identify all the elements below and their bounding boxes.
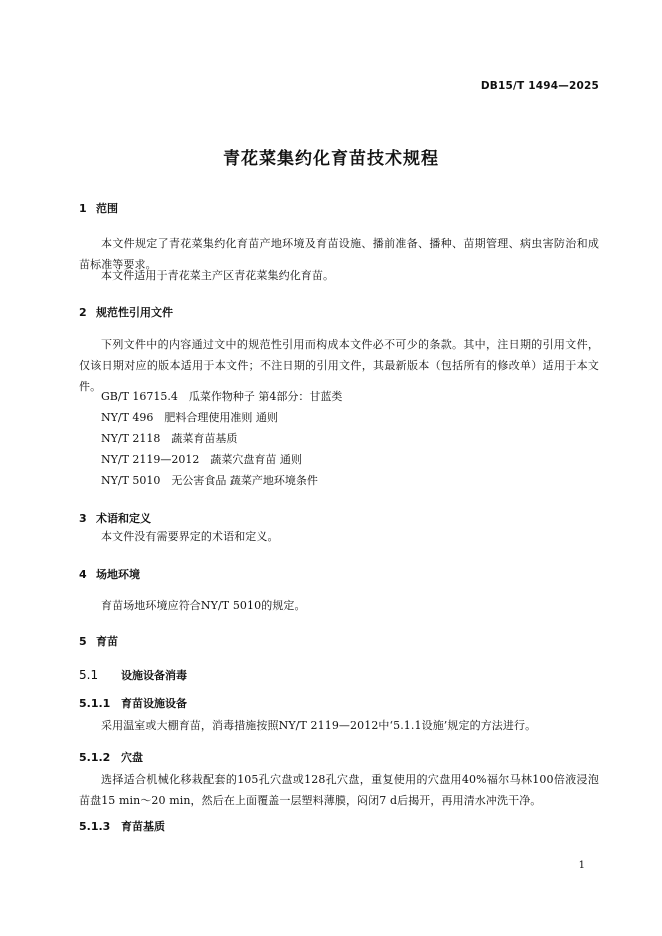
section-title: 范围: [96, 202, 118, 215]
page-number: 1: [578, 860, 585, 871]
subsection-title: 设施设备消毒: [121, 669, 187, 682]
section-1-heading: [79, 200, 118, 216]
subsection-title: 育苗基质: [121, 820, 165, 833]
subsection-number: 5.1: [79, 668, 99, 682]
section-2-heading: [79, 304, 173, 320]
section-1-paragraph-1: 本文件规定了青花菜集约化育苗产地环境及育苗设施、播前准备、播种、苗期管理、病虫害防治和成苗标准等要求。: [79, 237, 599, 271]
reference-item: NY/T 2118 蔬菜育苗基质: [101, 432, 238, 445]
subsection-title: 穴盘: [121, 751, 143, 764]
section-number: 4: [79, 568, 87, 581]
subsection-number: 5.1.1: [79, 697, 111, 710]
subsection-5-1-heading: [79, 667, 187, 683]
reference-item: NY/T 496 肥料合理使用准则 通则: [101, 411, 278, 424]
section-4-heading: [79, 566, 140, 582]
section-5-heading: [79, 633, 118, 649]
subsection-5-1-1-heading: [79, 695, 187, 711]
subsection-5-1-3-heading: [79, 818, 165, 834]
section-3-paragraph-1: 本文件没有需要界定的术语和定义。: [101, 530, 279, 543]
reference-item: NY/T 2119—2012 蔬菜穴盘育苗 通则: [101, 453, 302, 466]
subsection-title: 育苗设施设备: [121, 697, 187, 710]
section-number: 5: [79, 635, 87, 648]
section-number: 2: [79, 306, 87, 319]
subsection-number: 5.1.3: [79, 820, 111, 833]
section-title: 术语和定义: [96, 512, 151, 525]
reference-item: GB/T 16715.4 瓜菜作物种子 第4部分：甘蓝类: [101, 390, 343, 403]
subsection-5-1-2-heading: [79, 749, 143, 765]
section-2-paragraph-1: 下列文件中的内容通过文中的规范性引用而构成本文件必不可少的条款。其中，注日期的引用文件，仅该日期对应的版本适用于本文件；不注日期的引用文件，其最新版本（包括所有的修改单）适用于本文件。: [79, 338, 599, 393]
page-title: 青花菜集约化育苗技术规程: [223, 149, 439, 169]
subsection-5-1-2-paragraph: 选择适合机械化移栽配套的105孔穴盘或128孔穴盘，重复使用的穴盘用40%福尔马林100倍液浸泡苗盘15 min～20 min，然后在上面覆盖一层塑料薄膜，闷闭7 d后揭开，再用清水冲洗干净。: [79, 773, 599, 807]
section-title: 场地环境: [96, 568, 140, 581]
section-4-paragraph-1: 育苗场地环境应符合NY/T 5010的规定。: [101, 599, 306, 612]
document-code: DB15/T 1494—2025: [480, 80, 599, 92]
section-1-paragraph-2: 本文件适用于青花菜主产区青花菜集约化育苗。: [101, 269, 335, 282]
section-number: 1: [79, 202, 87, 215]
section-number: 3: [79, 512, 87, 525]
section-title: 育苗: [96, 635, 118, 648]
section-3-heading: [79, 510, 151, 526]
reference-item: NY/T 5010 无公害食品 蔬菜产地环境条件: [101, 474, 318, 487]
subsection-5-1-1-paragraph: 采用温室或大棚育苗，消毒措施按照NY/T 2119—2012中‘5.1.1设施’规定的方法进行。: [101, 719, 537, 732]
section-title: 规范性引用文件: [96, 306, 173, 319]
subsection-number: 5.1.2: [79, 751, 111, 764]
